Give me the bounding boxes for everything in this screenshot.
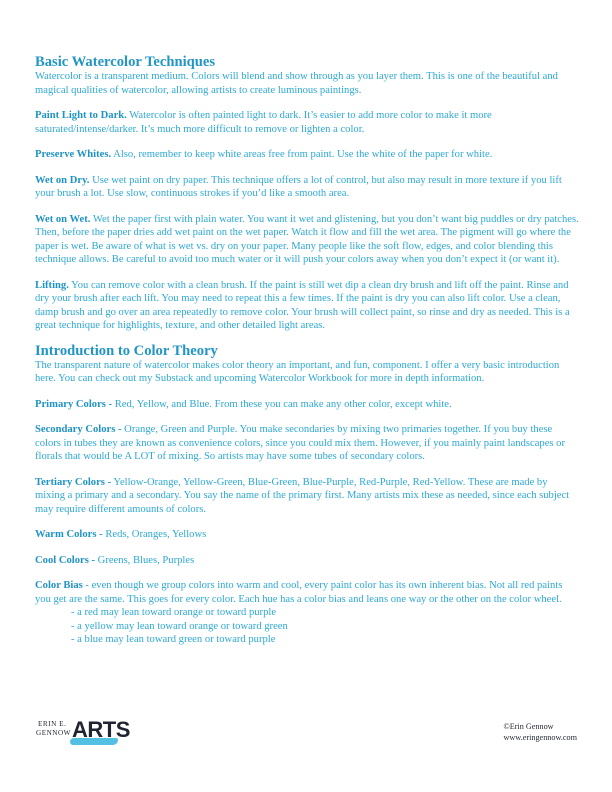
theory-primary-colors bbox=[35, 398, 580, 412]
copyright-text: ©Erin Gennow bbox=[503, 722, 554, 731]
theory-tertiary-colors bbox=[35, 476, 580, 517]
theory-text: Greens, Blues, Purples bbox=[95, 554, 195, 566]
list-item: - a yellow may lean toward orange or toward green bbox=[71, 620, 288, 632]
theory-warm-colors bbox=[35, 528, 580, 542]
technique-lead: Wet on Dry. bbox=[35, 174, 90, 186]
technique-wet-on-dry bbox=[35, 174, 580, 201]
section-title-theory: Introduction to Color Theory bbox=[35, 342, 218, 359]
technique-preserve-whites bbox=[35, 148, 580, 162]
theory-lead: Primary Colors - bbox=[35, 398, 113, 410]
theory-text: Yellow-Orange, Yellow-Green, Blue-Green, Blue-Purple, Red-Purple, Red-Yellow. These are made by mixing a primary and a secondary. You say the name of the primary first. Many artists mix these as needed, since each subject may require different amounts of colors. bbox=[35, 476, 570, 515]
technique-lead: Paint Light to Dark. bbox=[35, 110, 127, 121]
technique-lead: Preserve Whites. bbox=[35, 149, 112, 160]
technique-text: Use wet paint on dry paper. This technique offers a lot of control, but also may result in more texture if you lift your brush a lot. Use slow, continuous strokes if you’d like a smooth area. bbox=[35, 174, 562, 199]
theory-lead: Cool Colors - bbox=[35, 554, 96, 566]
color-bias-list bbox=[35, 606, 580, 647]
list-item: - a red may lean toward orange or toward purple bbox=[71, 607, 277, 618]
technique-lifting bbox=[35, 279, 580, 333]
theory-lead: Color Bias bbox=[35, 580, 83, 591]
theory-lead: Tertiary Colors - bbox=[35, 476, 112, 488]
theory-text: Orange, Green and Purple. You make secondaries by mixing two primaries together. If you buy these colors in tubes they are known as convenience colors, since you could mix them. However, if you mainly paint landscapes or florals that would be A LOT of mixing. So artists may have some tubes of secondary colors. bbox=[35, 424, 566, 462]
theory-lead: Warm Colors - bbox=[35, 529, 103, 540]
technique-text: Also, remember to keep white areas free from paint. Use the white of the paper for white. bbox=[111, 149, 493, 160]
theory-secondary-colors bbox=[35, 423, 580, 464]
technique-lead: Lifting. bbox=[35, 279, 69, 291]
theory-cool-colors bbox=[35, 554, 580, 568]
theory-text: - even though we group colors into warm and cool, every paint color has its own inherent bias. Not all red paints you get are the same. This goes for every color. Each hue has a color bias and leans one way or the other on the color wheel. bbox=[35, 580, 563, 605]
theory-intro: The transparent nature of watercolor makes color theory an important, and fun, component. I offer a very basic introduction here. You can check out my Substack and upcoming Watercolor Workbook for more in depth information. bbox=[35, 359, 560, 384]
theory-text: Red, Yellow, and Blue. From these you can make any other color, except white. bbox=[112, 398, 452, 410]
theory-color-bias bbox=[35, 579, 580, 606]
document-page bbox=[35, 54, 580, 647]
logo-arts: ARTS bbox=[72, 717, 130, 742]
basics-intro: Watercolor is a transparent medium. Colors will blend and show through as you layer them. This is one of the beautiful and magical qualities of watercolor, allowing artists to create luminous paintings. bbox=[35, 71, 558, 96]
website-text: www.eringennow.com bbox=[503, 733, 577, 742]
list-item: - a blue may lean toward green or toward purple bbox=[71, 634, 276, 645]
technique-lead: Wet on Wet. bbox=[35, 213, 91, 225]
technique-text: Wet the paper first with plain water. You want it wet and glistening, but you don’t want big puddles or dry patches. Then, before the paper dries add wet paint on the wet paper. Watch it flow and fill the wet area. The pigment will go where the paper is wet. Be aware of what is wet vs. dry on your paper. Many people like the soft flow, edges, and color blending this technique allows. Be careful to avoid too much water or it will push your colors away when you don’t expect it (or want it). bbox=[35, 213, 579, 265]
theory-lead: Secondary Colors - bbox=[35, 424, 122, 435]
technique-text: Watercolor is often painted light to dark. It’s easier to add more color to make it more saturated/intense/darker. It’s much more difficult to remove or lighten a color. bbox=[35, 110, 492, 135]
logo-line1: ERIN E. bbox=[38, 720, 67, 728]
logo-line2: GENNOW bbox=[36, 729, 71, 737]
erin-gennow-arts-logo bbox=[35, 718, 135, 744]
footer-credits bbox=[503, 721, 577, 743]
theory-text: Reds, Oranges, Yellows bbox=[102, 529, 207, 540]
technique-paint-light-to-dark bbox=[35, 109, 580, 136]
technique-wet-on-wet bbox=[35, 213, 580, 267]
technique-text: You can remove color with a clean brush. If the paint is still wet dip a clean dry brush and lift off the paint. Rinse and dry your brush after each lift. You may need to repeat this a few times. If the paint is dry you can also lift color. Use a clean, damp brush and go over an area repeatedly to remove color. Your brush will collect paint, so rinse and dry as needed. This is a great technique for highlights, texture, and other detailed light areas. bbox=[35, 279, 570, 331]
section-title-basics: Basic Watercolor Techniques bbox=[35, 54, 216, 70]
